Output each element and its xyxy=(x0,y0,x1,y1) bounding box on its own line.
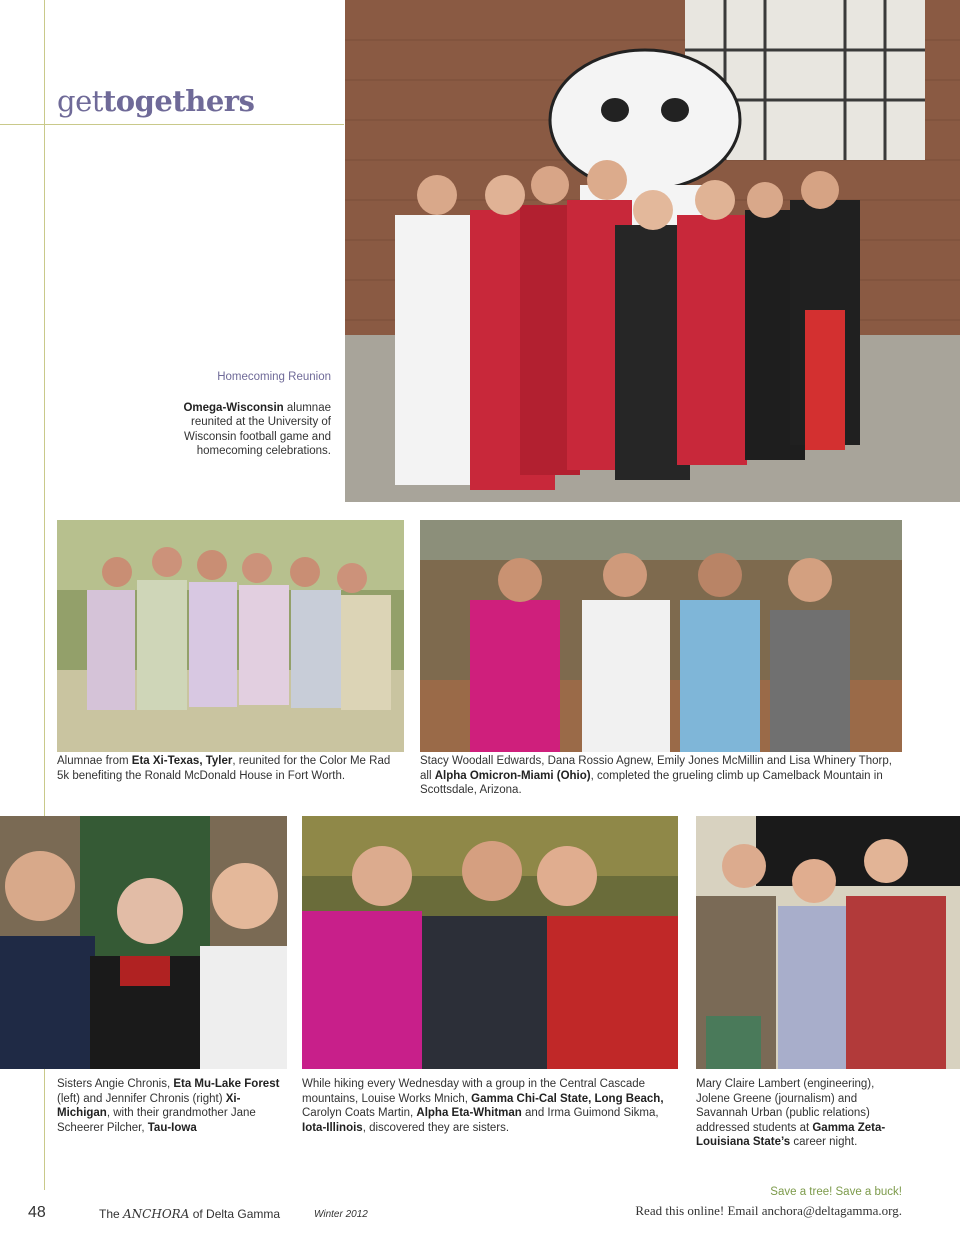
caption-part: , reunited for the Color Me Rad 5k benefiting the Ronald McDonald House in Fort Worth. xyxy=(57,755,391,782)
caption-part: Carolyn Coats Martin, xyxy=(302,1107,417,1119)
caption-part: Gamma Zeta-Louisiana State’s xyxy=(696,1121,886,1148)
read-online-note: Read this online! Email anchora@deltagamma.org. xyxy=(635,1203,902,1218)
section-title xyxy=(57,84,254,118)
caption-part: Eta Xi-Texas, Tyler xyxy=(131,755,233,767)
page-number: 48 xyxy=(28,1204,46,1221)
caption-part: Omega-Wisconsin xyxy=(183,401,284,414)
publication-name xyxy=(99,1207,280,1221)
caption-part: While hiking every Wednesday with a group in the Central Cascade mountains, Louise Works Mnich, xyxy=(302,1078,646,1105)
homecoming-caption xyxy=(150,370,331,459)
horizontal-rule xyxy=(0,124,344,125)
caption-part: , discovered they are sisters. xyxy=(362,1121,510,1134)
caption-part: Stacy Woodall Edwards, Dana Rossio Agnew, Emily Jones McMillin and Lisa Whinery Thorp, all xyxy=(420,755,892,782)
issue-label: Winter 2012 xyxy=(314,1209,368,1220)
career-night-caption xyxy=(696,1077,911,1150)
caption-part: Sisters Angie Chronis, xyxy=(57,1078,174,1090)
caption-part: Eta Mu-Lake Forest xyxy=(173,1078,280,1090)
caption-part: Mary Claire Lambert (engineering), Jolene Greene (journalism) and Savannah Urban (public relations) addressed students at xyxy=(696,1078,875,1134)
publication-title: ANCHORA xyxy=(123,1207,190,1221)
publication-prefix: The xyxy=(99,1207,124,1221)
publication-suffix: of Delta Gamma xyxy=(189,1207,281,1221)
caption-part: Xi-Michigan xyxy=(57,1092,241,1119)
section-title-bold: togethers xyxy=(102,84,255,118)
color-me-rad-photo xyxy=(57,520,404,752)
caption-part: Alpha Eta-Whitman xyxy=(416,1107,522,1119)
camelback-photo xyxy=(420,520,902,752)
caption-part: alumnae reunited at the University of Wisconsin football game and homecoming celebrations. xyxy=(183,401,331,457)
caption-part: (left) and Jennifer Chronis (right) xyxy=(57,1092,226,1105)
cascade-photo xyxy=(302,816,678,1069)
caption-part: Iota-Illinois xyxy=(302,1121,363,1134)
caption-part: , completed the grueling climb up Camelback Mountain in Scottsdale, Arizona. xyxy=(420,769,883,796)
caption-text xyxy=(150,401,331,459)
chronis-caption xyxy=(57,1077,287,1135)
cascade-caption xyxy=(302,1077,678,1135)
save-tree-note: Save a tree! Save a buck! xyxy=(770,1186,902,1198)
caption-part: Alpha Omicron-Miami (Ohio) xyxy=(434,769,591,782)
caption-part: , with their grandmother Jane Scheerer Pilcher, xyxy=(57,1107,256,1134)
caption-part: Alumnae from xyxy=(57,755,132,767)
caption-part: Gamma Chi-Cal State, Long Beach, xyxy=(471,1092,664,1105)
caption-part: and Irma Guimond Sikma, xyxy=(521,1107,659,1119)
homecoming-photo xyxy=(345,0,960,502)
camelback-caption xyxy=(420,754,900,798)
section-title-light: get xyxy=(57,84,103,118)
homecoming-kicker: Homecoming Reunion xyxy=(217,371,331,383)
caption-part: career night. xyxy=(790,1136,858,1148)
color-me-rad-caption xyxy=(57,754,404,783)
chronis-photo xyxy=(0,816,287,1069)
career-night-photo xyxy=(696,816,960,1069)
caption-part: Tau-Iowa xyxy=(147,1121,197,1134)
